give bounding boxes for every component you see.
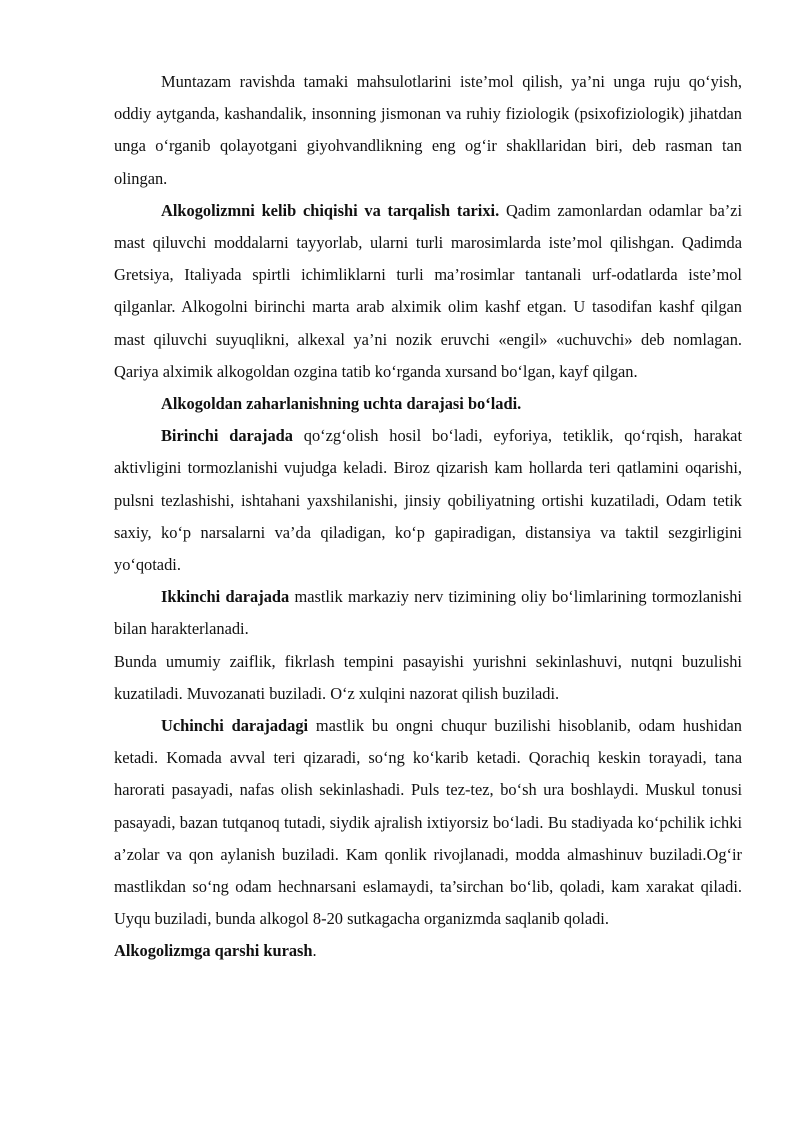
paragraph-first-degree <box>114 420 742 581</box>
paragraph-intoxication-degrees <box>114 388 742 420</box>
paragraph-text: qo‘zg‘olish hosil bo‘ladi, eyforiya, tetiklik, qo‘rqish, harakat aktivligini tormozlanishi vujudga keladi. Biroz qizarish kam hollarda teri qatlamini oqarishi, pulsni tezlashishi, ishtahani yaxshilanishi, jinsiy qobiliyatning ortishi kuzatiladi, Odam tetik saxiy, ko‘p narsalarni va’da qiladigan, ko‘p gapiradigan, distansiya va taktil sezgirligini yo‘qotadi. <box>114 426 742 575</box>
paragraph-text: . <box>312 941 317 961</box>
paragraph-second-degree-symptoms <box>114 646 742 710</box>
term-heading: Birinchi darajada <box>161 426 293 446</box>
paragraph-second-degree <box>114 581 742 645</box>
section-heading: Alkogolizmga qarshi kurash <box>114 941 313 961</box>
section-heading: Alkogoldan zaharlanishning uchta darajasi bo‘ladi. <box>161 394 522 414</box>
paragraph-text: Qadim zamonlardan odamlar ba’zi mast qiluvchi moddalarni tayyorlab, ularni turli marosimlarda iste’mol qilishgan. Qadimda Gretsiya, Italiyada spirtli ichimliklarni turli ma’rosimlar tantanali urf-odatlarda iste’mol qilganlar. Alkogolni birinchi marta arab alximik olim kashf etgan. U tasodifan kashf qilgan mast qiluvchi suyuqlikni, alkexal ya’ni nozik eruvchi «engil» «uchuvchi» deb nomlagan. Qariya alximik alkogoldan ozgina tatib ko‘rganda xursand bo‘lgan, kayf qilgan. <box>114 200 742 381</box>
paragraph-text: mastlik markaziy nerv tizimining oliy bo‘limlarining tormozlanishi bilan harakterlanadi. <box>114 587 742 639</box>
paragraph-alcoholism-history <box>114 195 742 388</box>
term-heading: Ikkinchi darajada <box>161 587 290 607</box>
paragraph-fight-against-alcoholism <box>114 935 742 967</box>
section-heading: Alkogolizmni kelib chiqishi va tarqalish tarixi. <box>161 200 500 220</box>
paragraph-text: mastlik bu ongni chuqur buzilishi hisoblanib, odam hushidan ketadi. Komada avval teri qizaradi, so‘ng ko‘karib ketadi. Qorachiq keskin torayadi, tana harorati pasayadi, nafas olish sekinlashadi. Puls tez-tez, bo‘sh ura boshlaydi. Muskul tonusi pasayadi, bazan tutqanoq tutadi, siydik ajralish ixtiyorsiz bo‘ladi. Bu stadiyada ko‘pchilik ichki a’zolar va qon aylanish buziladi. Kam qonlik rivojlanadi, modda almashinuv buziladi.Og‘ir mastlikdan so‘ng odam hechnarsani eslamaydi, ta’sirchan bo‘lib, qoladi, kam xarakat qiladi. Uyqu buziladi, bunda alkogol 8-20 sutkagacha organizmda saqlanib qoladi. <box>114 716 742 929</box>
paragraph-text: Muntazam ravishda tamaki mahsulotlarini iste’mol qilish, ya’ni unga ruju qo‘yish, oddiy aytganda, kashandalik, insonning jismonan va ruhiy fiziologik (psixofiziologik) jihatdan unga o‘rganib qolayotgani giyohvandlikning eng og‘ir shakllaridan biri, deb rasman tan olingan. <box>114 72 742 188</box>
term-heading: Uchinchi darajadagi <box>161 716 309 736</box>
paragraph-text: Bunda umumiy zaiflik, fikrlash tempini pasayishi yurishni sekinlashuvi, nutqni buzulishi kuzatiladi. Muvozanati buziladi. O‘z xulqini nazorat qilish buziladi. <box>114 651 742 703</box>
paragraph-third-degree <box>114 710 742 935</box>
paragraph-smoking <box>114 66 742 195</box>
